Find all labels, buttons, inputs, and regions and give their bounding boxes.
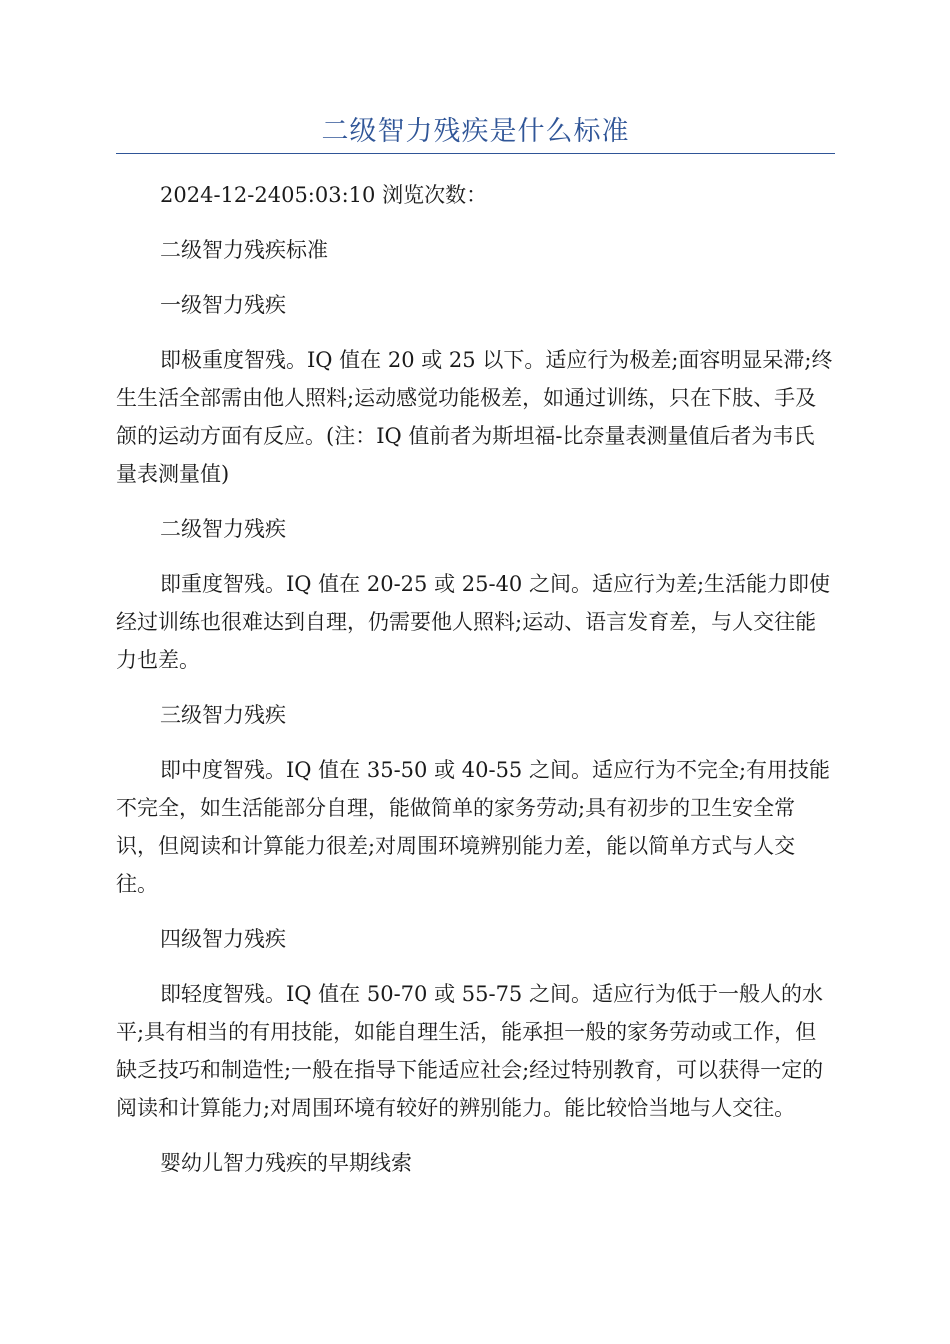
section-heading: 婴幼儿智力残疾的早期线索 — [160, 1151, 412, 1175]
paragraph: 即重度智残。IQ 值在 20-25 或 25-40 之间。适应行为差;生活能力即使经过训练也很难达到自理，仍需要他人照料;运动、语言发育差，与人交往能力也差。 — [116, 572, 831, 672]
section-heading: 一级智力残疾 — [160, 293, 286, 317]
paragraph: 即极重度智残。IQ 值在 20 或 25 以下。适应行为极差;面容明显呆滞;终生生活全部需由他人照料;运动感觉功能极差，如通过训练，只在下肢、手及颌的运动方面有反应。(注：IQ 值前者为斯坦福-比奈量表测量值后者为韦氏量表测量值) — [116, 348, 833, 486]
section-heading: 二级智力残疾 — [160, 517, 286, 541]
section-heading: 四级智力残疾 — [160, 927, 286, 951]
paragraph: 即中度智残。IQ 值在 35-50 或 40-55 之间。适应行为不完全;有用技能不完全，如生活能部分自理，能做简单的家务劳动;具有初步的卫生安全常识，但阅读和计算能力很差;对周围环境辨别能力差，能以简单方式与人交往。 — [116, 758, 831, 896]
paragraph: 即轻度智残。IQ 值在 50-70 或 55-75 之间。适应行为低于一般人的水平;具有相当的有用技能，如能自理生活，能承担一般的家务劳动或工作，但缺乏技巧和制造性;一般在指导下能适应社会;经过特别教育，可以获得一定的阅读和计算能力;对周围环境有较好的辨别能力。能比较恰当地与人交往。 — [116, 982, 824, 1120]
document-body — [116, 176, 835, 1199]
section-heading: 二级智力残疾标准 — [160, 238, 328, 262]
page-title: 二级智力残疾是什么标准 — [321, 116, 630, 147]
section-heading: 三级智力残疾 — [160, 703, 286, 727]
meta-line: 2024-12-2405:03:10 浏览次数： — [160, 183, 488, 207]
title-underline — [116, 153, 835, 154]
